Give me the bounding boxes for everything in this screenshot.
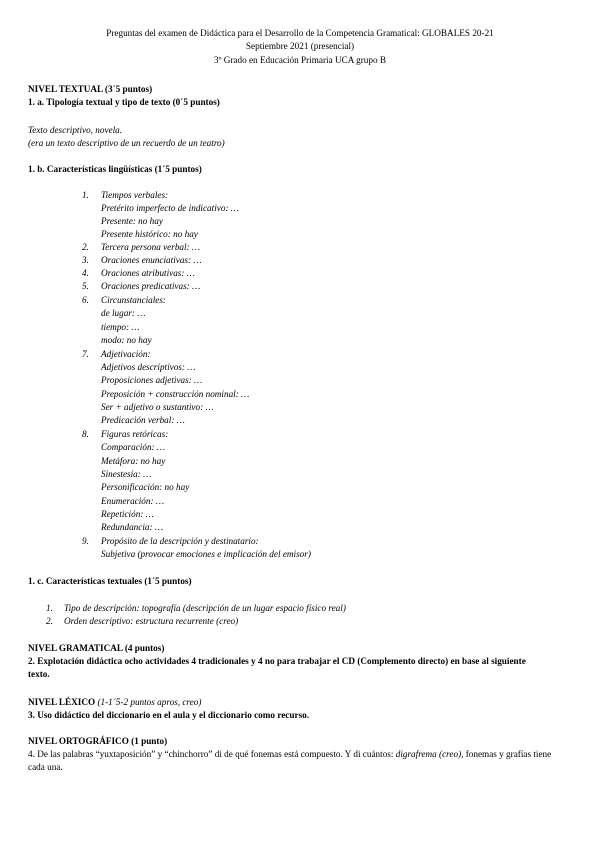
item-number: 1. (82, 190, 89, 200)
item-sub: Metáfora: no hay (101, 456, 166, 466)
question-4-italic: digrafrema (creo) (395, 749, 462, 759)
item-number: 2. (46, 616, 53, 626)
item-sub: Presente: no hay (101, 216, 163, 226)
question-4-text-2: , fonemas y grafías tiene cada una. (28, 749, 552, 772)
item-label: Circunstanciales: (101, 295, 166, 305)
section-title-gramatical: NIVEL GRAMATICAL (4 puntos) (28, 643, 165, 653)
item-number: 6. (82, 295, 89, 305)
item-number: 5. (82, 281, 89, 291)
item-number: 2. (82, 242, 89, 252)
item-label: Tercera persona verbal: … (101, 242, 201, 252)
item-number: 7. (82, 349, 89, 359)
item-sub: Comparación: … (101, 442, 166, 452)
item-label: Oraciones atributivas: … (101, 268, 195, 278)
question-4-text-1: 4. De las palabras “yuxtaposición” y “chinchorro” di de qué fonemas está compuesto. Y di cuántos: (28, 749, 394, 759)
item-number: 1. (46, 603, 53, 613)
question-3: 3. Uso didáctico del diccionario en el aula y el diccionario como recurso. (28, 710, 310, 720)
header-line-2: Septiembre 2021 (presencial) (245, 41, 355, 51)
item-sub: Pretérito imperfecto de indicativo: … (101, 203, 239, 213)
item-label: Propósito de la descripción y destinatario: (101, 536, 259, 546)
item-sub: Personificación: no hay (101, 482, 190, 492)
item-sub: tiempo: … (101, 322, 140, 332)
item-sub: Ser + adjetivo o sustantivo: … (101, 402, 214, 412)
item-label: Oraciones predicativas: … (101, 281, 201, 291)
item-label: Figuras retóricas: (101, 429, 169, 439)
lexico-title: NIVEL LÉXICO (28, 697, 96, 707)
item-sub: Preposición + construcción nominal: … (101, 389, 250, 399)
section-title-textual: NIVEL TEXTUAL (3´5 puntos) (28, 84, 153, 94)
item-sub: Presente histórico: no hay (101, 229, 198, 239)
item-sub: Predicación verbal: … (101, 415, 185, 425)
question-1a: 1. a. Tipología textual y tipo de texto (0´5 puntos) (28, 97, 220, 107)
item-label: Tipo de descripción: topografía (descripción de un lugar espacio físico real) (64, 603, 346, 613)
section-title-lexico (28, 696, 201, 709)
item-sub: Repetición: … (101, 509, 154, 519)
question-1b: 1. b. Características lingüísticas (1´5 puntos) (28, 164, 202, 174)
header-line-1: Preguntas del examen de Didáctica para el Desarrollo de la Competencia Gramatical: GLOBALES 20-21 (106, 28, 494, 38)
item-sub: modo: no hay (101, 335, 152, 345)
item-number: 8. (82, 429, 89, 439)
item-sub: Enumeración: … (101, 496, 165, 506)
header-line-3: 3º Grado en Educación Primaria UCA grupo B (213, 55, 386, 65)
section-title-ortografico: NIVEL ORTOGRÁFICO (1 punto) (28, 736, 168, 746)
answer-1a-line-2: (era un texto descriptivo de un recuerdo de un teatro) (28, 138, 225, 148)
item-label: Oraciones enunciativas: … (101, 255, 202, 265)
item-number: 3. (82, 255, 89, 265)
item-sub: de lugar: … (101, 308, 146, 318)
question-2: 2. Explotación didáctica ocho actividades 4 tradicionales y 4 no para trabajar el CD (Complemento directo) en base al siguiente texto. (28, 656, 526, 679)
item-label: Tiempos verbales: (101, 190, 169, 200)
lexico-note: (1-1´5-2 puntos apros, creo) (97, 697, 202, 707)
item-number: 4. (82, 268, 89, 278)
answer-1a-line-1: Texto descriptivo, novela. (28, 125, 123, 135)
item-sub: Redundancia: … (101, 522, 164, 532)
item-number: 9. (82, 536, 89, 546)
item-label: Adjetivación: (101, 349, 151, 359)
item-label: Orden descriptivo: estructura recurrente (creo) (64, 616, 239, 626)
item-sub: Sinestesia: … (101, 469, 152, 479)
item-sub: Adjetivos descriptivos: … (101, 362, 196, 372)
question-4 (28, 748, 558, 774)
question-1c: 1. c. Características textuales (1´5 puntos) (28, 576, 192, 586)
item-sub: Subjetiva (provocar emociones e implicación del emisor) (101, 549, 311, 559)
item-sub: Proposiciones adjetivas: … (101, 375, 203, 385)
